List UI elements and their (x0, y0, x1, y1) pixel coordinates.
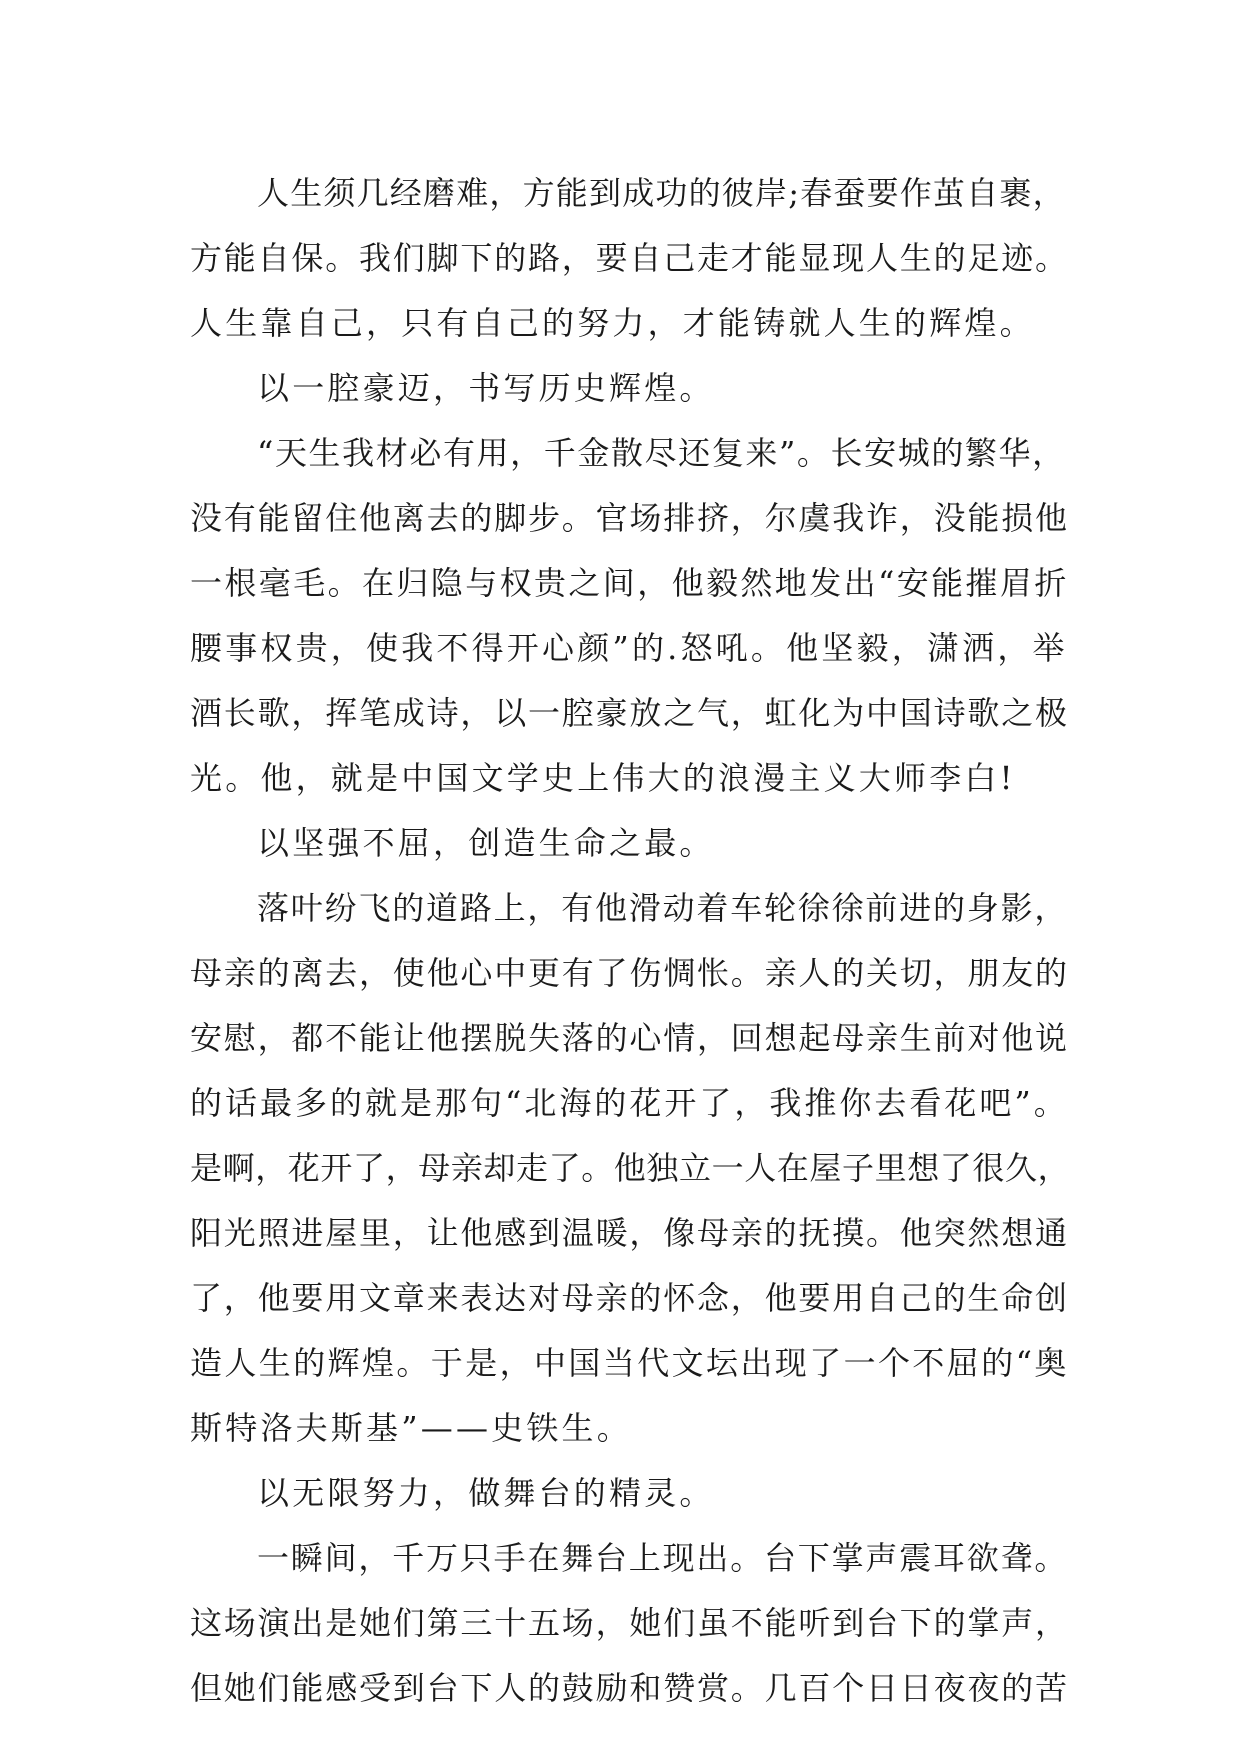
text-line: 斯特洛夫斯基”——史铁生。 (190, 1409, 632, 1447)
section-heading-line: 以一腔豪迈，书写历史辉煌。 (257, 369, 715, 407)
text-line: 方能自保。我们脚下的路，要自己走才能显现人生的足迹。 (190, 239, 1069, 277)
text-line: 了，他要用文章来表达对母亲的怀念，他要用自己的生命创 (190, 1279, 1069, 1317)
text-line: 光。他，就是中国文学史上伟大的浪漫主义大师李白! (190, 759, 1016, 797)
text-line: 但她们能感受到台下人的鼓励和赞赏。几百个日日夜夜的苦 (190, 1669, 1069, 1707)
section-heading-line: 以无限努力，做舞台的精灵。 (257, 1474, 715, 1512)
text-line: 没有能留住他离去的脚步。官场排挤，尔虞我诈，没能损他 (190, 499, 1069, 537)
text-line: 腰事权贵，使我不得开心颜”的.怒吼。他坚毅，潇洒，举 (190, 629, 1068, 667)
text-line: 这场演出是她们第三十五场，她们虽不能听到台下的掌声， (190, 1604, 1069, 1642)
text-line: 安慰，都不能让他摆脱失落的心情，回想起母亲生前对他说 (190, 1019, 1069, 1057)
text-line: 是啊，花开了，母亲却走了。他独立一人在屋子里想了很久， (190, 1149, 1071, 1187)
section-heading-line: 以坚强不屈，创造生命之最。 (257, 824, 715, 862)
body-text (190, 161, 1070, 1721)
text-line: 阳光照进屋里，让他感到温暖，像母亲的抚摸。他突然想通 (190, 1214, 1069, 1252)
text-line: 落叶纷飞的道路上，有他滑动着车轮徐徐前进的身影， (257, 889, 1069, 927)
text-line: 造人生的辉煌。于是，中国当代文坛出现了一个不屈的“奥 (190, 1344, 1069, 1382)
text-line: 人生靠自己，只有自己的努力，才能铸就人生的辉煌。 (190, 304, 1035, 342)
text-line: 一瞬间，千万只手在舞台上现出。台下掌声震耳欲聋。 (257, 1539, 1069, 1577)
text-line: 人生须几经磨难，方能到成功的彼岸;春蚕要作茧自裹， (257, 174, 1066, 212)
text-line: 酒长歌，挥笔成诗，以一腔豪放之气，虹化为中国诗歌之极 (190, 694, 1069, 732)
text-line: 母亲的离去，使他心中更有了伤惆怅。亲人的关切，朋友的 (190, 954, 1069, 992)
text-line: “天生我材必有用，千金散尽还复来”。长安城的繁华， (257, 434, 1066, 472)
text-line: 一根毫毛。在归隐与权贵之间，他毅然地发出“安能摧眉折 (190, 564, 1069, 602)
text-line: 的话最多的就是那句“北海的花开了，我推你去看花吧”。 (190, 1084, 1069, 1122)
